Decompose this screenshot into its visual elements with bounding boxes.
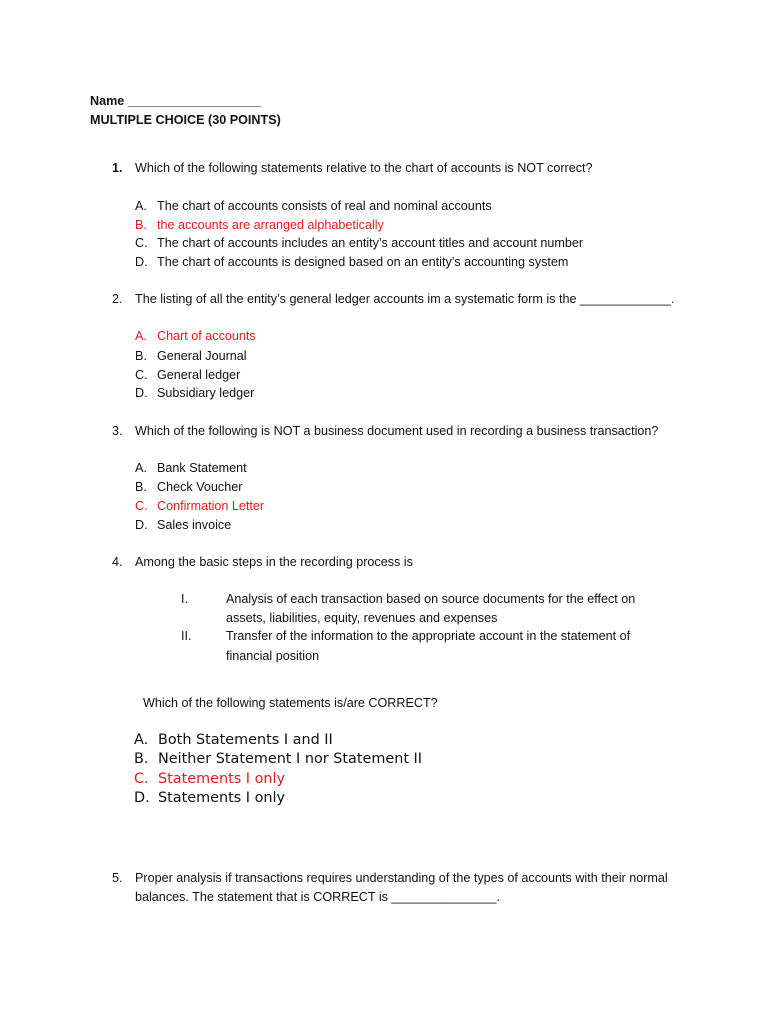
option-letter: B. <box>135 218 147 232</box>
statement-numeral: I. <box>181 592 188 606</box>
option-text: Neither Statement I nor Statement II <box>158 751 423 767</box>
statement-line: Transfer of the information to the appropriate account in the statement of <box>226 629 631 643</box>
section-title: MULTIPLE CHOICE (30 POINTS) <box>90 113 281 127</box>
question-text: The listing of all the entity’s general ledger accounts im a systematic form is the _____________. <box>135 292 675 306</box>
option-letter: A. <box>135 329 147 343</box>
option-text: Check Voucher <box>157 480 243 494</box>
statement-numeral: II. <box>181 629 192 643</box>
option-letter: A. <box>135 461 147 475</box>
option-text: Bank Statement <box>157 461 247 475</box>
option-letter: B. <box>134 751 149 767</box>
question-number: 1. <box>112 161 123 175</box>
option-letter: A. <box>134 732 149 748</box>
option-letter: C. <box>134 771 149 787</box>
option-letter: B. <box>135 349 147 363</box>
question-text: Proper analysis if transactions requires understanding of the types of accounts with their normal <box>135 871 668 885</box>
question-number: 3. <box>112 424 123 438</box>
statement-line: Analysis of each transaction based on source documents for the effect on <box>226 592 636 606</box>
option-text: The chart of accounts includes an entity’s account titles and account number <box>157 236 584 250</box>
option-letter: D. <box>135 255 148 269</box>
option-text: The chart of accounts consists of real and nominal accounts <box>157 199 492 213</box>
option-text: Both Statements I and II <box>158 732 333 748</box>
name-line: Name ___________________ <box>90 94 261 108</box>
question-text: Among the basic steps in the recording process is <box>135 555 413 569</box>
option-text: General Journal <box>157 349 247 363</box>
question-text: Which of the following statements relative to the chart of accounts is NOT correct? <box>135 161 593 175</box>
option-letter: C. <box>135 236 148 250</box>
statement-line: assets, liabilities, equity, revenues and expenses <box>226 611 498 625</box>
question-number: 2. <box>112 292 123 306</box>
option-letter: D. <box>134 790 150 806</box>
option-letter: D. <box>135 386 148 400</box>
option-letter: C. <box>135 368 148 382</box>
option-text: Subsidiary ledger <box>157 386 255 400</box>
option-letter: C. <box>135 499 148 513</box>
option-text: the accounts are arranged alphabetically <box>157 218 384 232</box>
option-letter: D. <box>135 518 148 532</box>
option-letter: A. <box>135 199 147 213</box>
question-number: 4. <box>112 555 123 569</box>
statement-line: financial position <box>226 649 320 663</box>
option-text: Sales invoice <box>157 518 232 532</box>
option-text: Chart of accounts <box>157 329 256 343</box>
option-text: General ledger <box>157 368 241 382</box>
option-text: Statements I only <box>158 771 286 787</box>
option-text: Confirmation Letter <box>157 499 265 513</box>
question-prompt: Which of the following statements is/are CORRECT? <box>143 696 438 710</box>
option-text: Statements I only <box>158 790 286 806</box>
question-text: Which of the following is NOT a business document used in recording a business transaction? <box>135 424 659 438</box>
question-number: 5. <box>112 871 123 885</box>
question-text-continued: balances. The statement that is CORRECT is _______________. <box>135 890 500 904</box>
option-text: The chart of accounts is designed based on an entity’s accounting system <box>157 255 569 269</box>
option-letter: B. <box>135 480 147 494</box>
